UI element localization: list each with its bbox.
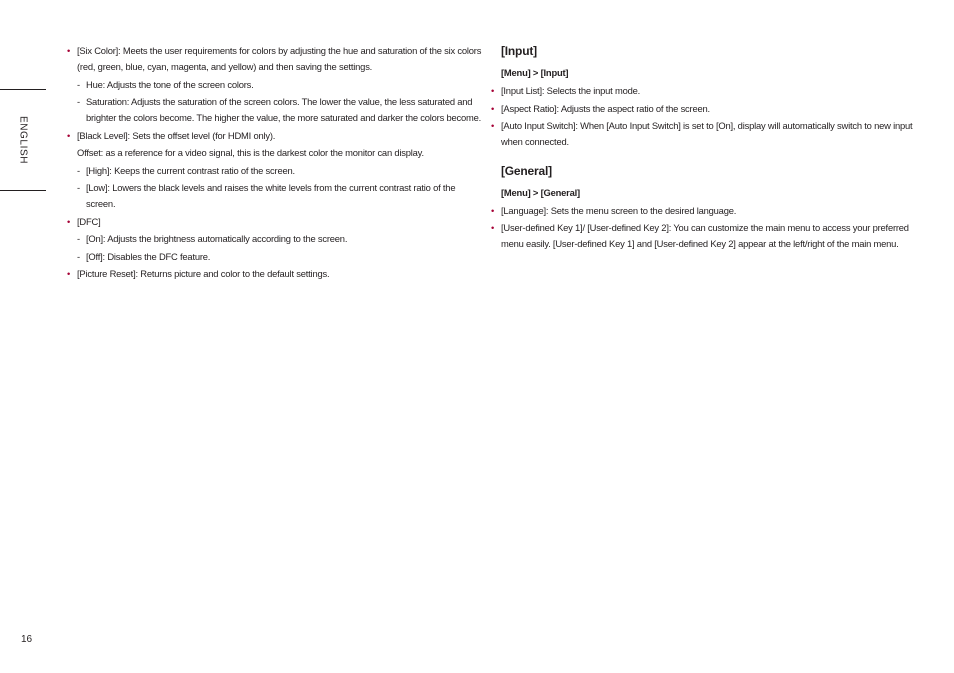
black-level-item: • [Black Level]: Sets the offset level (for HDMI only). [77, 128, 487, 144]
right-column [501, 43, 921, 254]
general-heading: [General] [501, 163, 552, 178]
picture-reset-item: • [Picture Reset]: Returns picture and color to the default settings. [77, 266, 487, 282]
dfc-off-item: - [Off]: Disables the DFC feature. [86, 249, 487, 265]
side-rule-bottom [0, 190, 46, 191]
high-item: - [High]: Keeps the current contrast ratio of the screen. [86, 163, 487, 179]
offset-note: Offset: as a reference for a video signal, this is the darkest color the monitor can display. [77, 147, 424, 158]
saturation-item: - Saturation: Adjusts the saturation of the screen colors. The lower the value, the less saturated and brighter the colors become. The higher the value, the more saturated and darker the colors become. [86, 94, 487, 126]
input-menu-path: [Menu] > [Input] [501, 67, 569, 78]
side-rule-top [0, 89, 46, 90]
dfc-on-item: - [On]: Adjusts the brightness automatically according to the screen. [86, 231, 487, 247]
general-menu-path: [Menu] > [General] [501, 186, 580, 198]
hue-item: - Hue: Adjusts the tone of the screen colors. [86, 77, 487, 93]
low-item: - [Low]: Lowers the black levels and raises the white levels from the current contrast ratio of the screen. [86, 180, 487, 212]
auto-input-switch-item: • [Auto Input Switch]: When [Auto Input Switch] is set to [On], display will automatically switch to new input when connected. [501, 118, 921, 150]
aspect-ratio-item: • [Aspect Ratio]: Adjusts the aspect ratio of the screen. [501, 101, 921, 117]
six-color-item: • [Six Color]: Meets the user requirements for colors by adjusting the hue and saturation of the six colors (red, green, blue, cyan, magenta, and yellow) and then saving the settings. [77, 43, 487, 75]
page-number: 16 [21, 634, 33, 645]
dfc-item: • [DFC] [77, 214, 487, 230]
user-defined-key-item: • [User-defined Key 1]/ [User-defined Key 2]: You can customize the main menu to access your preferred menu easily. [User-defined Key 1] and [User-defined Key 2] appear at the left/right of the main menu. [501, 220, 921, 252]
left-column [77, 43, 487, 284]
language-item: • [Language]: Sets the menu screen to the desired language. [501, 203, 921, 219]
input-list-item: • [Input List]: Selects the input mode. [501, 83, 921, 99]
input-heading: [Input] [501, 44, 537, 58]
language-side-label: ENGLISH [17, 115, 29, 165]
